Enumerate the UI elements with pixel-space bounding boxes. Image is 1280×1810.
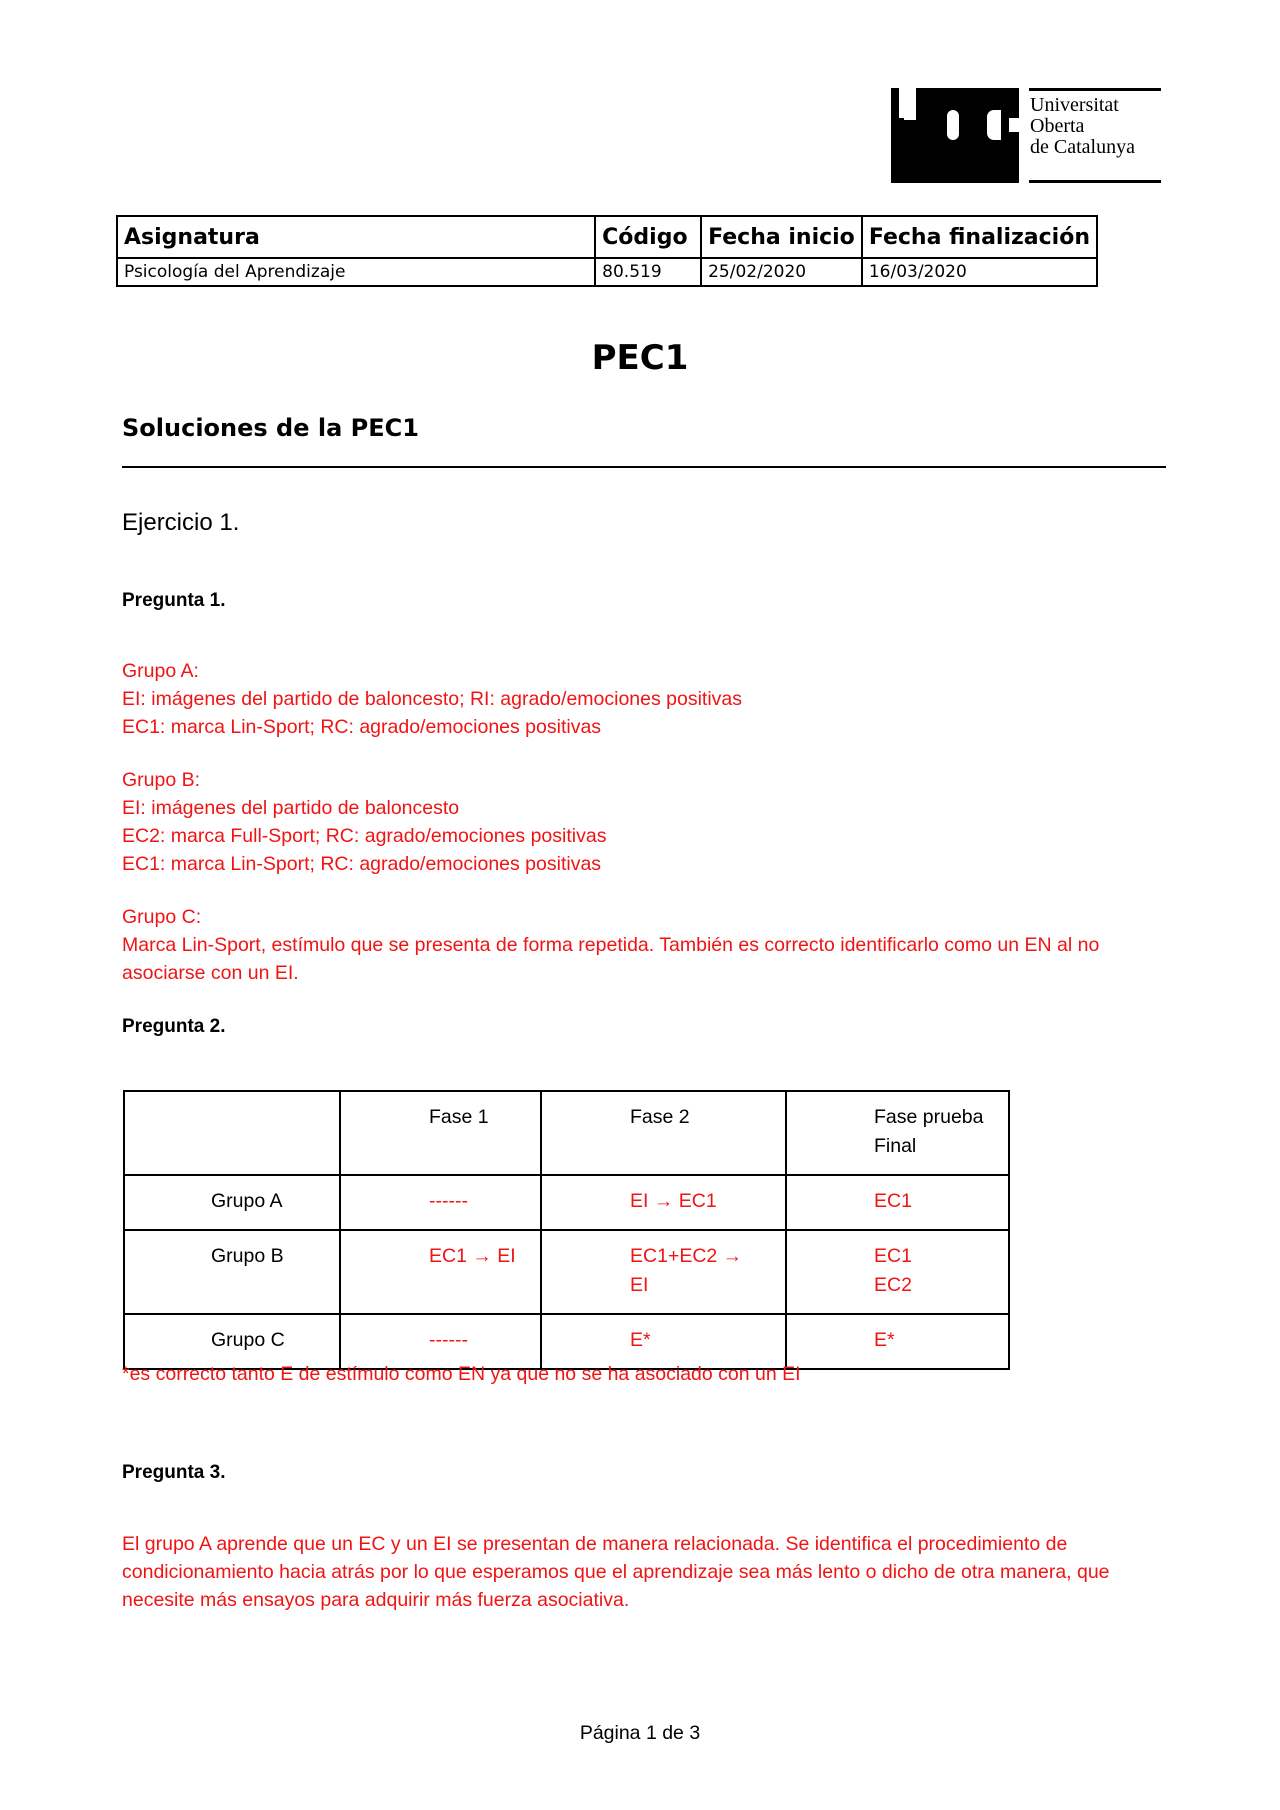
course-info-table — [116, 215, 1098, 287]
header-fecha-finalizacion: Fecha finalización — [862, 216, 1097, 258]
header-fase-final: Fase prueba Final — [786, 1091, 1009, 1175]
row-b-fase1: EC1 → EI — [340, 1230, 541, 1314]
row-a-fase2: EI → EC1 — [541, 1175, 786, 1230]
value-fecha-finalizacion: 16/03/2020 — [862, 258, 1097, 286]
phases-table — [123, 1090, 1010, 1370]
header-codigo: Código — [595, 216, 701, 258]
table-row — [124, 1175, 1009, 1230]
logo-line-1: Universitat — [1030, 94, 1119, 116]
exercise-title: Ejercicio 1. — [122, 509, 240, 536]
logo-text — [1030, 95, 1135, 158]
page-number: Página 1 de 3 — [579, 1722, 701, 1744]
group-c-answer — [122, 903, 1172, 987]
question-3-title: Pregunta 3. — [122, 1462, 226, 1483]
row-c-group: Grupo C — [124, 1314, 340, 1369]
logo-line-3: de Catalunya — [1030, 136, 1135, 158]
row-a-final: EC1 — [786, 1175, 1009, 1230]
page-title: PEC1 — [591, 338, 689, 378]
row-b-group: Grupo B — [124, 1230, 340, 1314]
uoc-logo — [891, 88, 1161, 183]
group-c-text: Marca Lin-Sport, estímulo que se presenta de forma repetida. También es correcto identificarlo como un EN al no asociarse con un EI. — [122, 934, 1100, 984]
header-fase-2: Fase 2 — [541, 1091, 786, 1175]
header-fecha-inicio: Fecha inicio — [701, 216, 862, 258]
row-c-final: E* — [786, 1314, 1009, 1369]
logo-top-rule — [1029, 88, 1161, 91]
title-divider — [122, 466, 1166, 468]
group-b-line-3: EC1: marca Lin-Sport; RC: agrado/emociones positivas — [122, 853, 602, 875]
group-a-answer — [122, 657, 1172, 741]
section-title: Soluciones de la PEC1 — [122, 414, 419, 442]
row-a-fase1: ------ — [340, 1175, 541, 1230]
table-row — [124, 1230, 1009, 1314]
row-b-fase2: EC1+EC2 → EI — [541, 1230, 786, 1314]
value-codigo: 80.519 — [595, 258, 701, 286]
table-header-row — [124, 1091, 1009, 1175]
value-asignatura: Psicología del Aprendizaje — [117, 258, 595, 286]
header-empty — [124, 1091, 340, 1175]
header-fase-1: Fase 1 — [340, 1091, 541, 1175]
row-b-final: EC1 EC2 — [786, 1230, 1009, 1314]
logo-bottom-rule — [1029, 180, 1161, 183]
table-note: *es correcto tanto E de estímulo como EN ya que no se ha asociado con un EI — [122, 1363, 801, 1385]
group-a-label: Grupo A: — [122, 660, 199, 682]
row-c-fase2: E* — [541, 1314, 786, 1369]
group-a-line-1: EI: imágenes del partido de baloncesto; RI: agrado/emociones positivas — [122, 688, 743, 710]
group-a-line-2: EC1: marca Lin-Sport; RC: agrado/emociones positivas — [122, 716, 602, 738]
question-3-answer: El grupo A aprende que un EC y un EI se presentan de manera relacionada. Se identifica el procedimiento de condicionamiento hacia atrás por lo que esperamos que el aprendizaje sea más lento o dicho de otra manera, que necesite más ensayos para adquirir más fuerza asociativa. — [122, 1533, 1110, 1611]
group-b-label: Grupo B: — [122, 769, 201, 791]
question-2-title: Pregunta 2. — [122, 1016, 226, 1037]
header-asignatura: Asignatura — [117, 216, 595, 258]
group-b-line-2: EC2: marca Full-Sport; RC: agrado/emociones positivas — [122, 825, 607, 847]
logo-line-2: Oberta — [1030, 115, 1085, 137]
row-a-group: Grupo A — [124, 1175, 340, 1230]
group-b-answer — [122, 766, 1172, 878]
group-c-label: Grupo C: — [122, 906, 202, 928]
value-fecha-inicio: 25/02/2020 — [701, 258, 862, 286]
question-1-title: Pregunta 1. — [122, 590, 226, 611]
group-b-line-1: EI: imágenes del partido de baloncesto — [122, 797, 460, 819]
uoc-logo-mark — [891, 88, 1019, 183]
row-c-fase1: ------ — [340, 1314, 541, 1369]
